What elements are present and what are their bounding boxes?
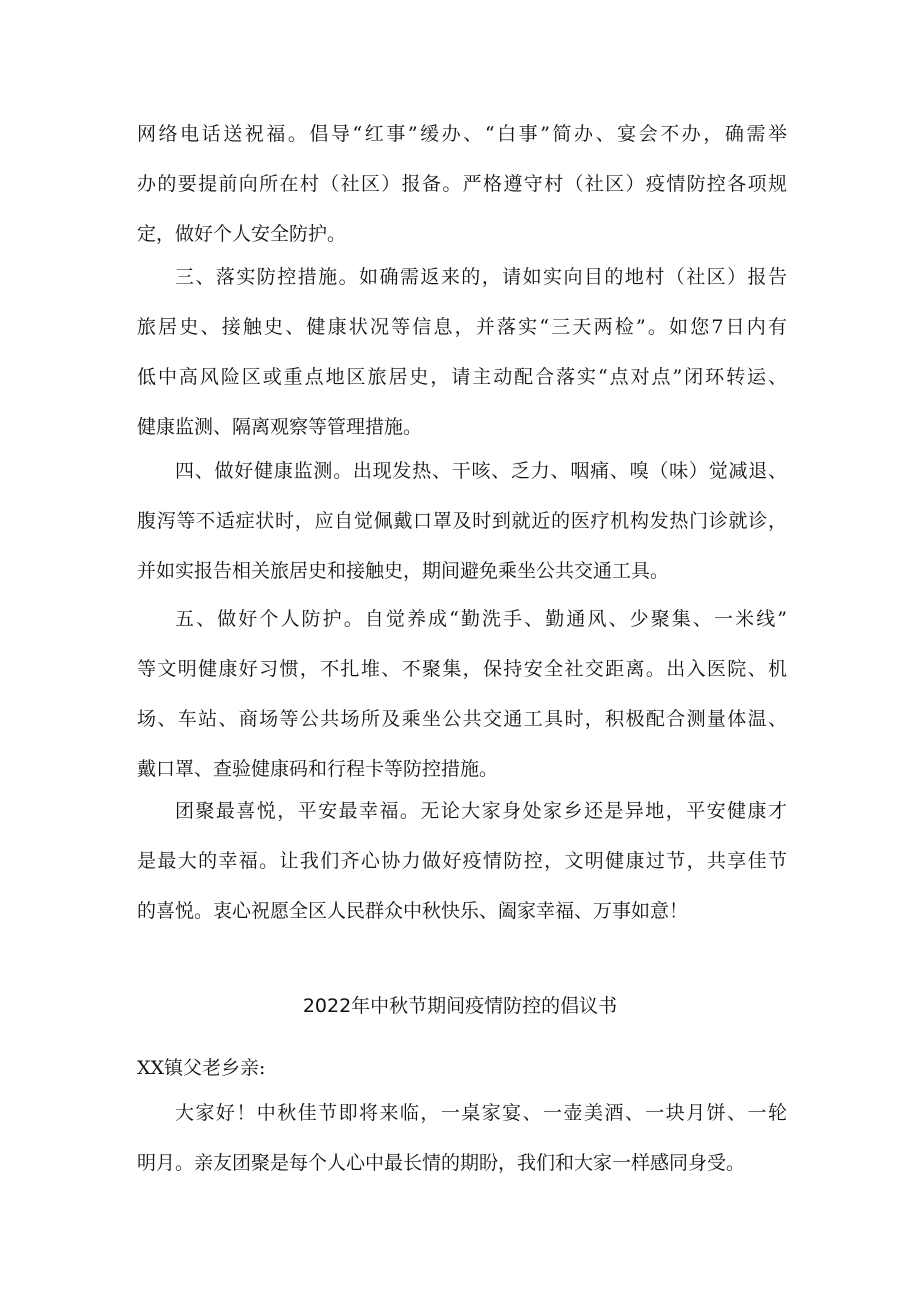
paragraph-line: 场、车站、商场等公共场所及乘坐公共交通工具时，积极配合测量体温、 [137,708,787,730]
paragraph-line: 健康监测、隔离观察等管理措施。 [137,416,423,438]
paragraph-section-five [137,605,787,784]
paragraph-line: 团聚最喜悦，平安最幸福。无论大家身处家乡还是异地，平安健康才 [175,800,787,822]
paragraph-line: 四、做好健康监测。出现发热、干咳、乏力、咽痛、嗅（味）觉减退、 [175,460,787,482]
paragraph-line: 五、做好个人防护。自觉养成“勤洗手、勤通风、少聚集、一米线” [175,608,787,630]
paragraph-line: 腹泻等不适症状时，应自觉佩戴口罩及时到就近的医疗机构发热门诊就诊， [137,510,787,532]
paragraph-line: 三、落实防控措施。如确需返来的，请如实向目的地村（社区）报告 [175,266,787,288]
paragraph-line: 的喜悦。衷心祝愿全区人民群众中秋快乐、阖家幸福、万事如意！ [137,900,689,922]
paragraph-section-four [137,457,787,586]
paragraph-line: 网络电话送祝福。倡导“红事”缓办、“白事”简办、宴会不办，确需举 [137,123,787,145]
paragraph-line: 旅居史、接触史、健康状况等信息，并落实“三天两检”。如您7日内有 [137,316,787,338]
paragraph-line: 等文明健康好习惯，不扎堆、不聚集，保持安全社交距离。出入医院、机 [137,658,787,680]
document-title: 2022年中秋节期间疫情防控的倡议书 [302,995,618,1017]
paragraph-line: 并如实报告相关旅居史和接触史，期间避免乘坐公共交通工具。 [137,560,670,582]
paragraph-line: 定，做好个人安全防护。 [137,223,347,245]
paragraph-section-three [137,263,787,442]
paragraph-section-one [137,120,787,249]
salutation: XX镇父老乡亲: [137,1057,266,1079]
paragraph-line: 是最大的幸福。让我们齐心协力做好疫情防控，文明健康过节，共享佳节 [137,850,787,872]
paragraph-closing [137,797,787,926]
paragraph-line: 明月。亲友团聚是每个人心中最长情的期盼，我们和大家一样感同身受。 [137,1152,746,1174]
paragraph-line: 低中高风险区或重点地区旅居史，请主动配合落实“点对点”闭环转运、 [137,366,787,388]
paragraph-line: 大家好！中秋佳节即将来临，一桌家宴、一壶美酒、一块月饼、一轮 [175,1102,787,1124]
paragraph-line: 戴口罩、查验健康码和行程卡等防控措施。 [137,758,499,780]
paragraph-line: 办的要提前向所在村（社区）报备。严格遵守村（社区）疫情防控各项规 [137,173,787,195]
paragraph-opening [137,1099,787,1178]
